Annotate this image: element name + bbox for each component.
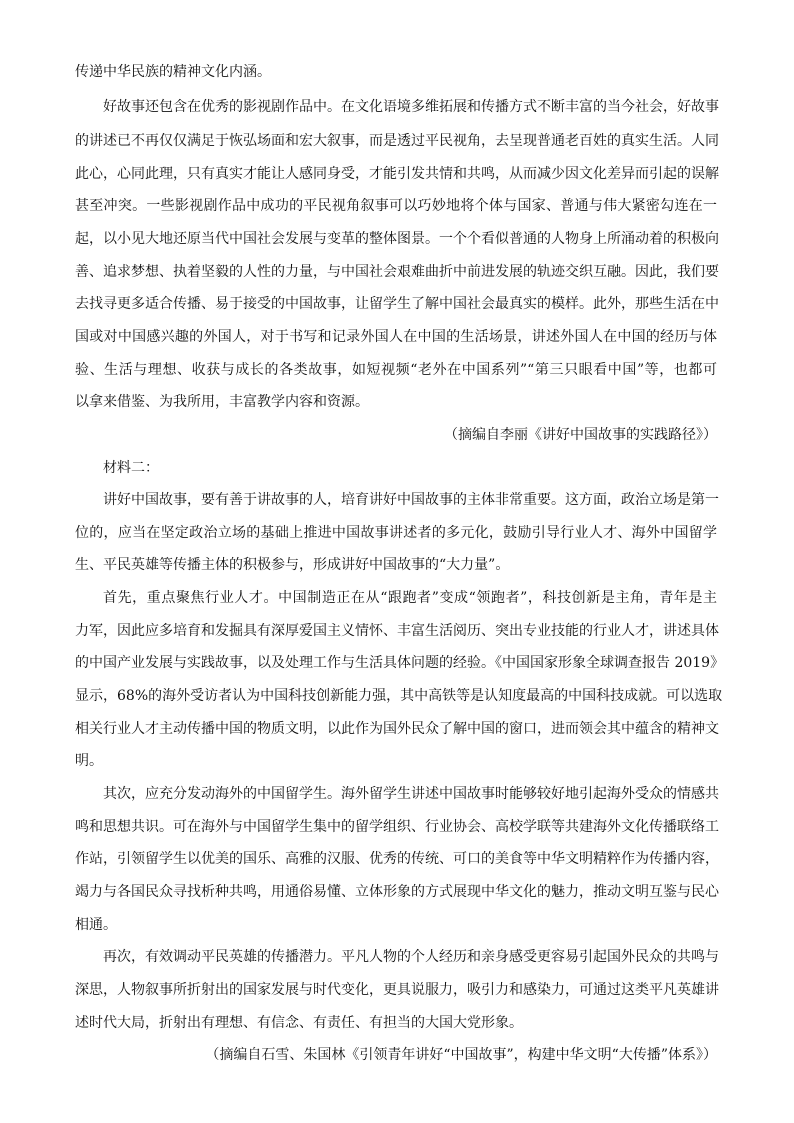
text-line: 的讲述已不再仅仅满足于恢弘场面和宏大叙事，而是透过平民视角，去呈现普通老百姓的真实生活。人同 bbox=[75, 133, 719, 149]
text-line: 位的，应当在坚定政治立场的基础上推进中国故事讲述者的多元化，鼓励引导行业人才、海外中国留学 bbox=[75, 525, 717, 541]
text-line: 此心，心同此理，只有真实才能让人感同身受，才能引发共情和共鸣，从而减少因文化差异而引起的误解 bbox=[75, 166, 719, 182]
text-line: 以拿来借鉴、为我所用，丰富教学内容和资源。 bbox=[75, 394, 369, 410]
text-line: 鸣和思想共识。可在海外与中国留学生集中的留学组织、行业协会、高校学联等共建海外文化传播联络工 bbox=[75, 819, 719, 835]
text-line: 显示，68%的海外受访者认为中国科技创新能力强，其中高铁等是认知度最高的中国科技成就。可以选取 bbox=[75, 688, 723, 704]
text-line: 起，以小见大地还原当代中国社会发展与变革的整体图景。一个个看似普通的人物身上所涌动着的积极向 bbox=[75, 231, 719, 247]
text-line: 善、追求梦想、执着坚毅的人性的力量，与中国社会艰难曲折中前进发展的轨迹交织互融。因此，我们要 bbox=[75, 264, 719, 280]
text-line: 明。 bbox=[75, 753, 103, 769]
text-line: 相通。 bbox=[75, 917, 117, 933]
text-line: 竭力与各国民众寻找析种共鸣，用通俗易懂、立体形象的方式展现中华文化的魅力，推动文明互鉴与民心 bbox=[75, 884, 719, 900]
text-line: 去找寻更多适合传播、易于接受的中国故事，让留学生了解中国社会最真实的模样。此外，那些生活在中 bbox=[75, 296, 719, 312]
text-line: 验、生活与理想、收获与成长的各类故事，如短视频“老外在中国系列”“第三只眼看中国”等，也都可 bbox=[75, 362, 717, 378]
text-line: 力军，因此应多培育和发掘具有深厚爱国主义情怀、丰富生活阅历、突出专业技能的行业人才，讲述具体 bbox=[75, 623, 719, 639]
citation: （摘编自石雪、朱国林《引领青年讲好“中国故事”，构建中华文明“大传播”体系》） bbox=[205, 1047, 717, 1063]
text-line: 首先，重点聚焦行业人才。中国制造正在从“跟跑者”变成“领跑者”，科技创新是主角，青年是主 bbox=[103, 590, 717, 606]
text-line: 传递中华民族的精神文化内涵。 bbox=[75, 64, 271, 80]
text-line: 其次，应充分发动海外的中国留学生。海外留学生讲述中国故事时能够较好地引起海外受众的情感共 bbox=[103, 786, 719, 802]
text-line: 生、平民英雄等传播主体的积极参与，形成讲好中国故事的“大力量”。 bbox=[75, 557, 510, 573]
text-line: 的中国产业发展与实践故事，以及处理工作与生活具体问题的经验。《中国国家形象全球调查报告 2019》 bbox=[75, 655, 725, 671]
text-line: 好故事还包含在优秀的影视剧作品中。在文化语境多维拓展和传播方式不断丰富的当今社会，好故事 bbox=[103, 99, 719, 115]
section-heading: 材料二： bbox=[103, 460, 159, 476]
text-line: 相关行业人才主动传播中国的物质文明，以此作为国外民众了解中国的窗口，进而领会其中蕴含的精神文 bbox=[75, 721, 719, 737]
citation: （摘编自李丽《讲好中国故事的实践路径》） bbox=[444, 427, 717, 443]
text-line: 再次，有效调动平民英雄的传播潜力。平凡人物的个人经历和亲身感受更容易引起国外民众的共鸣与 bbox=[103, 949, 719, 965]
text-line: 讲好中国故事，要有善于讲故事的人，培育讲好中国故事的主体非常重要。这方面，政治立场是第一 bbox=[103, 492, 719, 508]
text-line: 国或对中国感兴趣的外国人，对于书写和记录外国人在中国的生活场景，讲述外国人在中国的经历与体 bbox=[75, 329, 717, 345]
text-line: 深思，人物叙事所折射出的国家发展与时代变化，更具说服力，吸引力和感染力，可通过这类平凡英雄讲 bbox=[75, 982, 719, 998]
text-line: 甚至冲突。一些影视剧作品中成功的平民视角叙事可以巧妙地将个体与国家、普通与伟大紧密勾连在一 bbox=[75, 198, 717, 214]
text-line: 作站，引领留学生以优美的国乐、高雅的汉服、优秀的传统、可口的美食等中华文明精粹作为传播内容， bbox=[75, 851, 719, 867]
text-line: 述时代大局，折射出有理想、有信念、有责任、有担当的大国大党形象。 bbox=[75, 1015, 523, 1031]
